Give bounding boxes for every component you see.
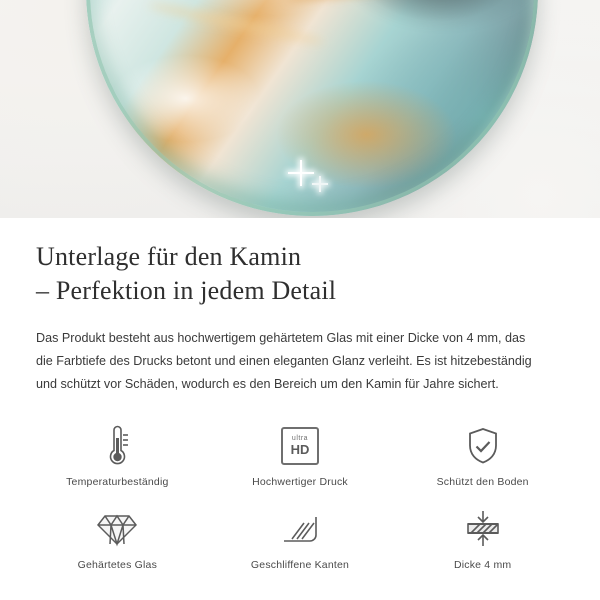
feature-label: Geschliffene Kanten [250,558,350,571]
feature-item [391,423,574,488]
feature-label: Schützt den Boden [436,475,529,488]
ultra-hd-badge-bottom: HD [290,442,310,458]
feature-label: Gehärtetes Glas [77,558,158,571]
feature-label: Hochwertiger Druck [252,475,348,488]
diamond-icon [26,506,209,552]
feature-item [391,506,574,571]
glass-plate-image [86,0,538,216]
description-paragraph: Das Produkt besteht aus hochwertigem gehärtetem Glas mit einer Dicke von 4 mm, das die Farbtiefe des Drucks betont und einen eleganten Glanz verleiht. Es ist hitzebeständig und schützt vor Schäden, wodurch es den Bereich um den Kamin für Jahre sichert. [36,330,532,392]
thermometer-icon [26,423,209,469]
headline-line-1: Unterlage für den Kamin [36,242,302,271]
feature-item [26,506,209,571]
shield-check-icon [391,423,574,469]
thickness-arrows-icon [391,506,574,552]
feature-grid [0,423,600,571]
ultra-hd-badge-top: ultra [291,435,309,443]
hero-image [0,0,600,218]
feature-label: Dicke 4 mm [453,558,512,571]
ultra-hd-icon [209,423,392,469]
polished-edges-icon [209,506,392,552]
feature-item [209,423,392,488]
feature-item [26,423,209,488]
headline-line-2: – Perfektion in jedem Detail [36,276,337,306]
feature-label: Temperaturbeständig [66,475,169,488]
page-title [36,240,564,309]
feature-item [209,506,392,571]
text-content [0,218,600,397]
